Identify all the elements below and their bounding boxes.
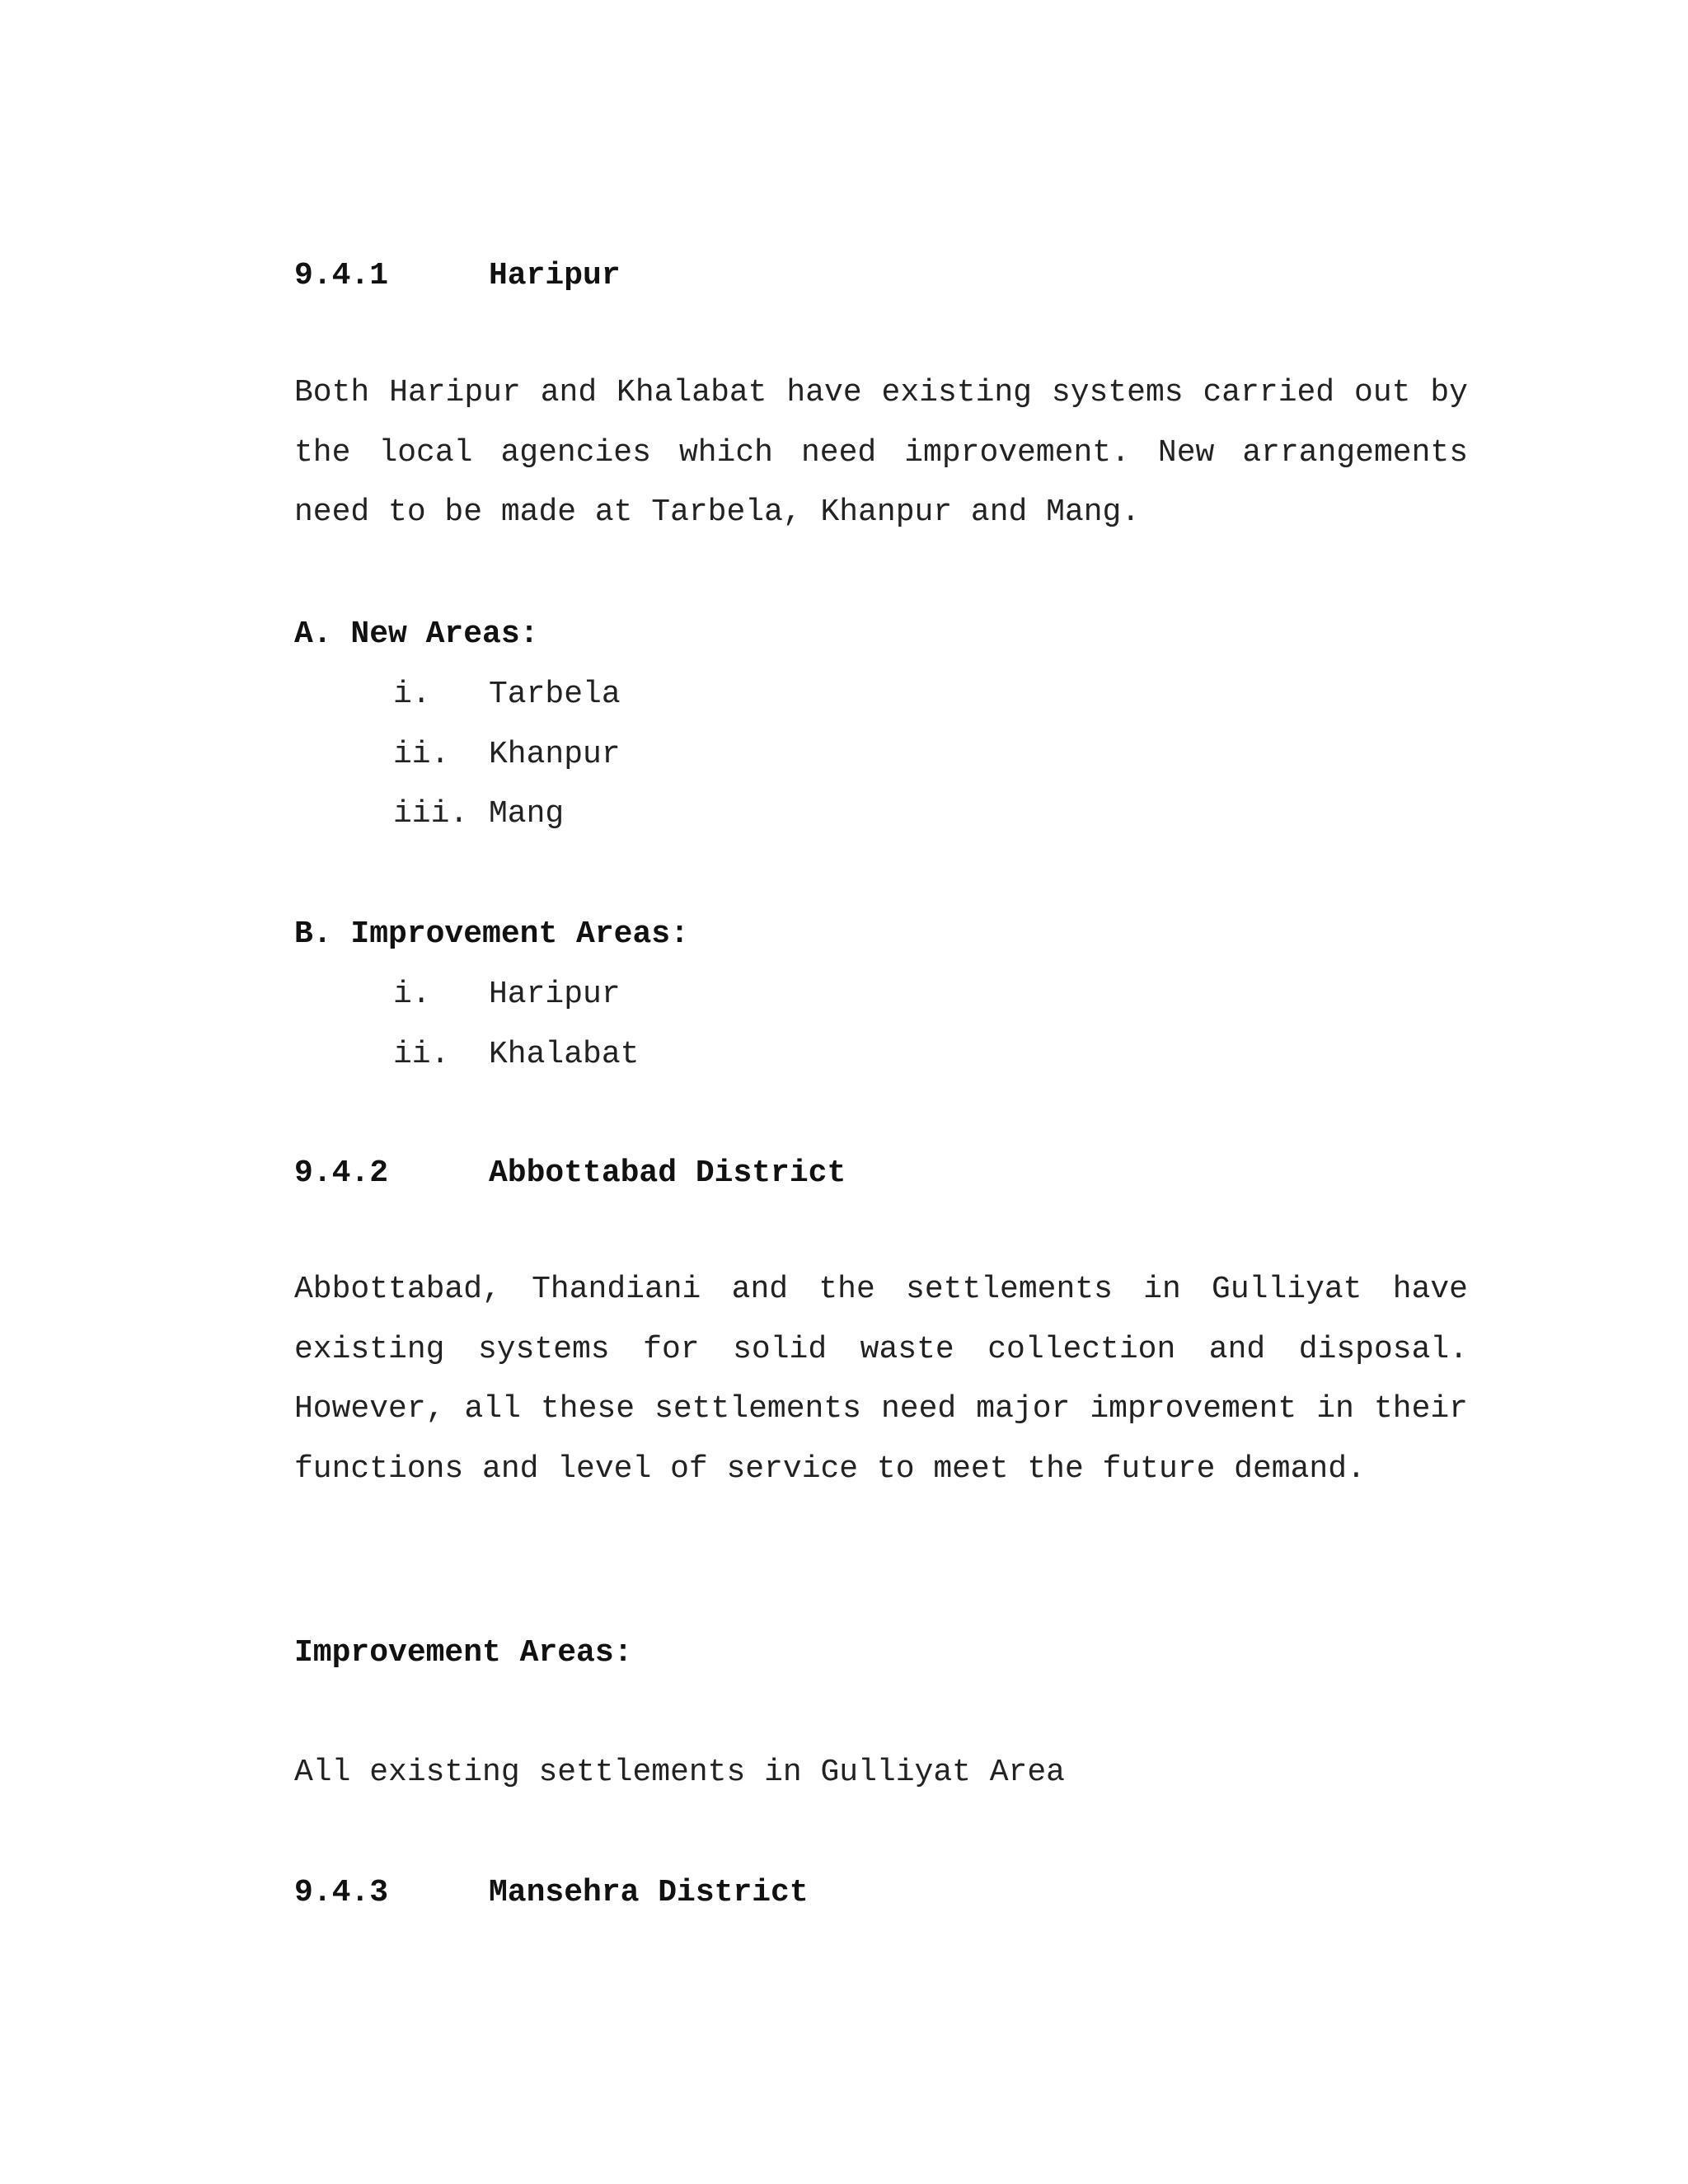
section-heading-abbottabad [294, 1155, 846, 1191]
section-heading-haripur [294, 260, 621, 292]
list-item-label: Khanpur [489, 736, 621, 772]
improvement-areas-list [393, 979, 639, 1099]
abbottabad-improvement-heading: Improvement Areas: [294, 1635, 633, 1671]
haripur-paragraph: Both Haripur and Khalabat have existing systems carried out by the local agencies which need improvement. New arrangements need to be made at Tarbela, Khanpur and Mang. [294, 375, 1468, 530]
list-item [393, 796, 621, 859]
list-item [393, 979, 639, 1039]
list-marker: i. [393, 977, 431, 1012]
list-item [393, 679, 621, 739]
new-areas-list [393, 679, 621, 859]
section-heading-mansehra [294, 1877, 809, 1909]
new-areas-heading: A. New Areas: [294, 616, 539, 652]
section-number: 9.4.3 [294, 1875, 389, 1910]
list-item-label: Haripur [489, 977, 621, 1012]
section-title: Mansehra District [489, 1875, 809, 1910]
list-item-label: Tarbela [489, 677, 621, 712]
section-number: 9.4.2 [294, 1155, 389, 1191]
list-item-label: Mang [489, 796, 565, 832]
list-marker: i. [393, 677, 431, 712]
abbottabad-paragraph: Abbottabad, Thandiani and the settlements in Gulliyat have existing systems for solid waste collection and disposal. However, all these settlements need major improvement in their functions and level of service to meet the future demand. [294, 1272, 1468, 1487]
list-marker: ii. [393, 736, 450, 772]
list-marker: iii. [393, 796, 469, 832]
improvement-areas-heading: B. Improvement Areas: [294, 916, 689, 952]
section-title: Haripur [489, 258, 621, 293]
list-item [393, 1036, 640, 1099]
list-marker: ii. [393, 1036, 450, 1072]
section-title: Abbottabad District [489, 1155, 846, 1191]
section-number: 9.4.1 [294, 258, 389, 293]
list-item [393, 736, 621, 799]
list-item-label: Khalabat [489, 1036, 640, 1072]
abbottabad-improvement-note: All existing settlements in Gulliyat Area [294, 1755, 1065, 1790]
